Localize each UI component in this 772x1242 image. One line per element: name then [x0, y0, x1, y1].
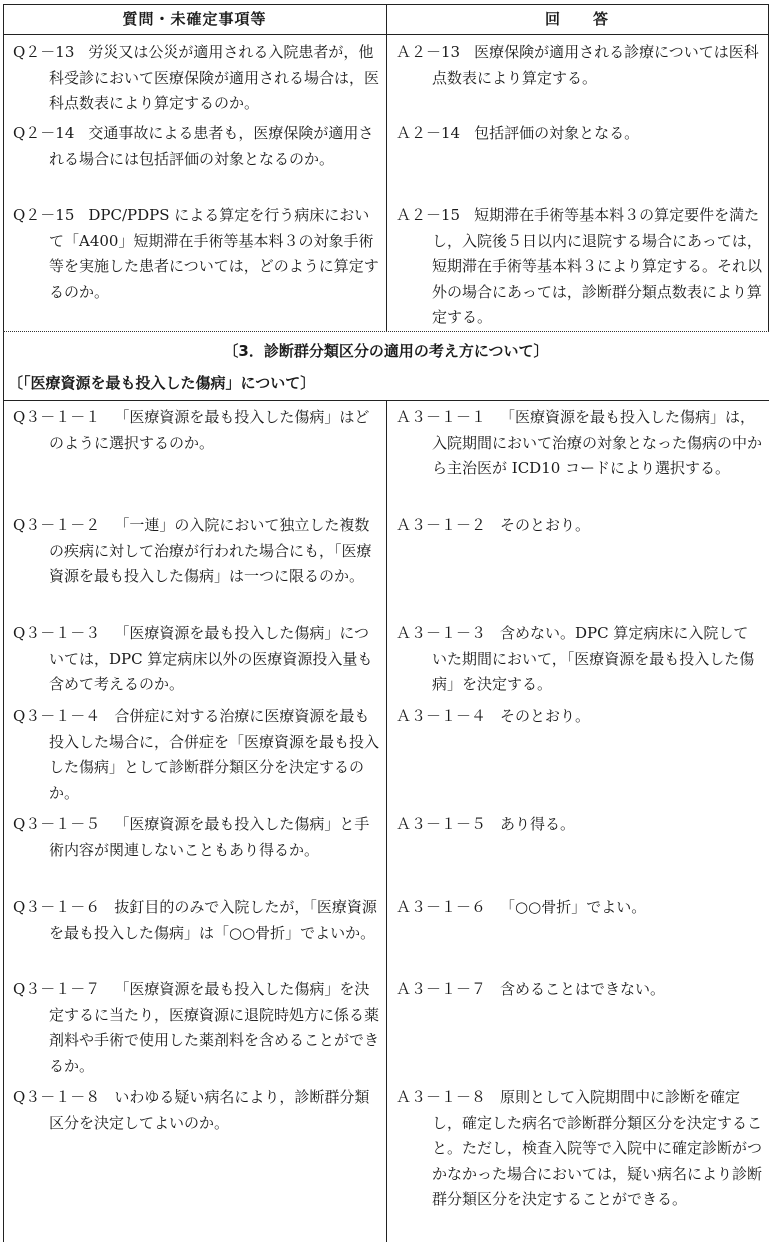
answer-text — [396, 895, 762, 921]
question-text — [13, 203, 383, 305]
question-text — [13, 1085, 383, 1136]
answer-id: Ａ３－１－８ — [396, 1088, 487, 1106]
question-id: Q３－１－７ — [13, 980, 101, 998]
question-cell — [13, 203, 383, 305]
answer-cell — [396, 895, 762, 921]
question-id: Q２－15 — [13, 206, 75, 224]
table-left-border — [3, 4, 4, 1242]
answer-id: Ａ２－14 — [396, 124, 461, 142]
subsection-title: 〔「医療資源を最も投入した傷病」について〕 — [8, 374, 316, 392]
answer-body: 含めない。DPC 算定病床に入院していた期間において，「医療資源を最も投入した傷病」を決定する。 — [432, 624, 755, 693]
answer-body: そのとおり。 — [500, 707, 591, 725]
answer-text — [396, 405, 762, 482]
question-body: 「医療資源を最も投入した傷病」はどのように選択するのか。 — [49, 408, 370, 452]
question-body: 「医療資源を最も投入した傷病」を決定するに当たり，医療資源に退院時処方に係る薬剤料や手術で使用した薬剤料を含めることができるか。 — [49, 980, 380, 1075]
answer-body: 原則として入院期間中に診断を確定し，確定した病名で診断群分類区分を決定すること。ただし，検査入院等で入院中に確定診断がつかなかった場合においては，疑い病名により診断群分類区分を決定することができる。 — [432, 1088, 763, 1208]
question-id: Q３－１－４ — [13, 707, 101, 725]
answer-body: 「○○骨折」でよい。 — [500, 898, 647, 916]
answer-text — [396, 1085, 762, 1213]
question-text — [13, 621, 383, 698]
question-id: Q３－１－１ — [13, 408, 101, 426]
question-cell — [13, 513, 383, 590]
answer-body: そのとおり。 — [500, 516, 591, 534]
answer-cell — [396, 812, 762, 838]
question-id: Q３－１－３ — [13, 624, 101, 642]
answer-body: 「医療資源を最も投入した傷病」は，入院期間において治療の対象となった傷病の中から主治医が ICD10 コードにより選択する。 — [432, 408, 763, 477]
question-body: 「医療資源を最も投入した傷病」については，DPC 算定病床以外の医療資源投入量も含めて考えるのか。 — [49, 624, 373, 693]
answer-text — [396, 513, 762, 539]
answer-id: Ａ３－１－２ — [396, 516, 487, 534]
answer-id: Ａ３－１－６ — [396, 898, 487, 916]
answer-body: 含めることはできない。 — [500, 980, 666, 998]
column-divider-top — [386, 4, 387, 331]
question-text — [13, 977, 383, 1079]
answer-body: あり得る。 — [500, 815, 576, 833]
answer-body: 短期滞在手術等基本料３の算定要件を満たし，入院後５日以内に退院する場合にあっては，短期滞在手術等基本料３により算定する。それ以外の場合にあっては，診断群分類点数表により算定する。 — [432, 206, 763, 326]
answer-column-header: 回 答 — [544, 10, 609, 28]
section-divider — [3, 331, 769, 332]
question-body: DPC/PDPS による算定を行う病床において「A400」短期滞在手術等基本料３の対象手術等を実施した患者については，どのように算定するのか。 — [49, 206, 379, 301]
question-body: いわゆる疑い病名により，診断群分類区分を決定してよいのか。 — [49, 1088, 370, 1132]
answer-text — [396, 621, 762, 698]
question-text — [13, 121, 383, 172]
question-id: Q３－１－２ — [13, 516, 101, 534]
question-id: Q２－14 — [13, 124, 75, 142]
answer-id: Ａ３－１－７ — [396, 980, 487, 998]
table-right-border — [768, 4, 769, 331]
answer-text — [396, 977, 762, 1003]
question-cell — [13, 977, 383, 1079]
question-id: Q３－１－６ — [13, 898, 101, 916]
answer-cell — [396, 513, 762, 539]
answer-cell — [396, 621, 762, 698]
answer-cell — [396, 121, 762, 147]
answer-text — [396, 704, 762, 730]
question-text — [13, 895, 383, 946]
answer-id: Ａ２－15 — [396, 206, 461, 224]
question-text — [13, 40, 383, 117]
question-body: 「一連」の入院において独立した複数の疾病に対して治療が行われた場合にも，「医療資源を最も投入した傷病」は一つに限るのか。 — [49, 516, 372, 585]
answer-body: 包括評価の対象となる。 — [474, 124, 640, 142]
question-cell — [13, 895, 383, 946]
question-cell — [13, 405, 383, 456]
question-cell — [13, 812, 383, 863]
answer-cell — [396, 203, 762, 331]
question-body: 交通事故による患者も，医療保険が適用される場合には包括評価の対象となるのか。 — [49, 124, 374, 168]
question-column-header: 質問・未確定事項等 — [122, 10, 267, 28]
question-text — [13, 812, 383, 863]
answer-id: Ａ３－１－３ — [396, 624, 487, 642]
question-cell — [13, 121, 383, 172]
question-cell — [13, 1085, 383, 1136]
question-id: Q２－13 — [13, 43, 75, 61]
question-body: 「医療資源を最も投入した傷病」と手術内容が関連しないこともあり得るか。 — [49, 815, 370, 859]
answer-id: Ａ３－１－４ — [396, 707, 487, 725]
question-cell — [13, 621, 383, 698]
question-id: Q３－１－５ — [13, 815, 101, 833]
answer-id: Ａ２－13 — [396, 43, 461, 61]
section-title: 〔3．診断群分類区分の適用の考え方について〕 — [223, 342, 549, 360]
answer-id: Ａ３－１－５ — [396, 815, 487, 833]
question-text — [13, 513, 383, 590]
answer-text — [396, 40, 762, 91]
answer-cell — [396, 40, 762, 91]
question-id: Q３－１－８ — [13, 1088, 101, 1106]
answer-cell — [396, 977, 762, 1003]
answer-body: 医療保険が適用される診療については医科点数表により算定する。 — [432, 43, 759, 87]
answer-id: Ａ３－１－１ — [396, 408, 487, 426]
question-text — [13, 704, 383, 806]
answer-cell — [396, 1085, 762, 1213]
question-cell — [13, 40, 383, 117]
answer-text — [396, 203, 762, 331]
question-body: 労災又は公災が適用される入院患者が，他科受診において医療保険が適用される場合は，医科点数表により算定するのか。 — [49, 43, 380, 112]
column-divider-bottom — [386, 400, 387, 1242]
answer-cell — [396, 405, 762, 482]
answer-text — [396, 812, 762, 838]
question-text — [13, 405, 383, 456]
question-body: 抜釘目的のみで入院したが，「医療資源を最も投入した傷病」は「○○骨折」でよいか。 — [49, 898, 377, 942]
answer-text — [396, 121, 762, 147]
answer-cell — [396, 704, 762, 730]
question-body: 合併症に対する治療に医療資源を最も投入した場合に，合併症を「医療資源を最も投入した傷病」として診断群分類区分を決定するのか。 — [49, 707, 380, 802]
question-cell — [13, 704, 383, 806]
